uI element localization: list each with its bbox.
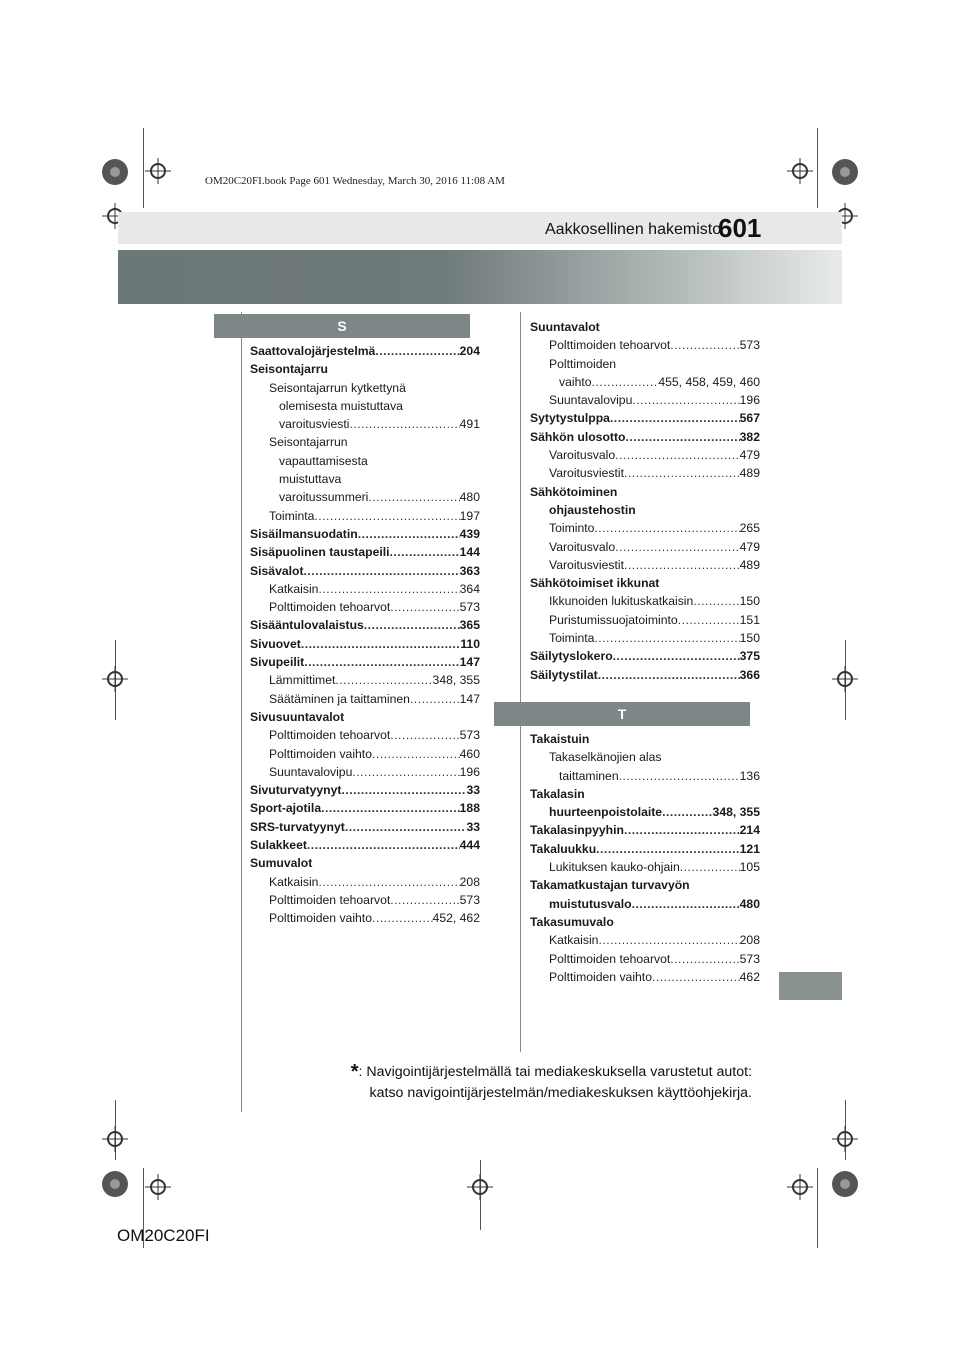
entry-term: Toiminta [549,631,595,646]
index-entry [250,891,480,909]
entry-term: Polttimoiden tehoarvot [549,951,671,966]
entry-term: Sytytystulppa [530,411,610,426]
index-entry [530,318,760,336]
entry-term: Lämmittimet [269,673,336,688]
entry-page: 110 [460,636,480,651]
dot-leader [390,726,459,744]
index-entry [530,556,760,574]
entry-term: Polttimoiden vaihto [269,911,372,926]
entry-page: 455, 458, 459, 460 [658,374,760,389]
entry-page: 208 [739,933,760,948]
entry-term: muistuttava [279,472,342,487]
right-column [494,318,760,986]
index-list [530,318,760,684]
index-entry [530,464,760,482]
entry-page: 480 [739,896,760,911]
entry-page: 375 [739,649,760,664]
registration-wheel-icon [101,158,129,186]
page-number: 601 [718,213,762,243]
dot-leader [304,653,459,671]
crosshair-icon [787,1174,813,1200]
entry-term: Polttimoiden [549,356,617,371]
entry-page: 567 [739,411,760,426]
entry-page: 147 [459,655,480,670]
entry-page: 105 [739,860,760,875]
index-entry [530,373,760,391]
entry-term: Varoitusviestit [549,466,624,481]
entry-page: 439 [459,526,480,541]
index-entry [250,525,480,543]
dot-leader [375,342,459,360]
dot-leader [615,538,739,556]
footnote-line: katso navigointijärjestelmän/mediakeskuksen käyttöohjekirja. [369,1085,752,1101]
entry-page: 121 [739,841,760,856]
index-entry [530,428,760,446]
entry-page: 365 [459,618,480,633]
entry-term: varoitussummeri [279,490,369,505]
dot-leader [632,391,739,409]
registration-wheel-icon [831,158,859,186]
crosshair-icon [832,1126,858,1152]
index-entry [250,580,480,598]
entry-page: 479 [739,539,760,554]
index-entry [250,488,480,506]
entry-term: Sumuvalot [250,856,313,871]
entry-page: 462 [739,969,760,984]
entry-page: 573 [739,338,760,353]
entry-page: 382 [739,429,760,444]
index-entry [530,501,760,519]
crosshair-icon [145,158,171,184]
entry-term: Takaistuin [530,731,590,746]
index-entry [250,342,480,360]
index-list [530,730,760,986]
section-heading-s: S [214,314,470,338]
dot-leader [301,635,461,653]
section-title: Aakkosellinen hakemisto [545,221,722,238]
index-entry [250,799,480,817]
entry-page: 348, 355 [712,805,760,820]
index-entry [530,574,760,592]
entry-term: Polttimoiden vaihto [549,969,652,984]
index-entry [250,616,480,634]
dot-leader [680,858,740,876]
entry-page: 196 [459,764,480,779]
entry-term: Suuntavalovipu [269,764,353,779]
index-entry [530,629,760,647]
dot-leader [307,836,460,854]
entry-page: 151 [739,612,760,627]
index-entry [250,470,480,488]
dot-leader [624,556,740,574]
side-tab [779,972,842,1000]
entry-term: Seisontajarru [250,362,328,377]
entry-term: Sähkön ulosotto [530,429,626,444]
index-entry [530,336,760,354]
book-stamp: OM20C20FI.book Page 601 Wednesday, March 30, 2016 11:08 AM [205,175,505,187]
index-entry [250,360,480,378]
dot-leader [624,464,740,482]
entry-page: 147 [459,691,480,706]
index-entry [530,858,760,876]
dot-leader [625,428,739,446]
dot-leader [368,488,459,506]
entry-term: Takalasin [530,786,585,801]
entry-page: 150 [739,631,760,646]
header-band [118,250,842,304]
crosshair-icon [102,666,128,692]
index-entry [530,821,760,839]
crosshair-icon [467,1174,493,1200]
entry-page: 363 [459,563,480,578]
index-entry [530,803,760,821]
dot-leader [592,373,659,391]
entry-term: vapauttamisesta [279,453,368,468]
entry-page: 348, 355 [432,673,480,688]
entry-term: Ikkunoiden lukituskatkaisin [549,594,694,609]
dot-leader [624,821,740,839]
dot-leader [352,763,459,781]
footnote-line: : Navigointijärjestelmällä tai mediakeskuksella varustetut autot: [358,1064,752,1080]
index-entry [250,781,480,799]
index-entry [250,635,480,653]
entry-page: 452, 462 [432,911,480,926]
index-entry [250,690,480,708]
dot-leader [349,415,459,433]
registration-wheel-icon [831,1170,859,1198]
entry-term: Seisontajarrun kytkettynä [269,380,406,395]
dot-leader [693,592,739,610]
dot-leader [314,507,459,525]
section-heading-t: T [494,702,750,726]
index-entry [530,950,760,968]
index-entry [530,446,760,464]
crop-line [143,128,144,208]
entry-page: 136 [739,768,760,783]
dot-leader [390,598,459,616]
dot-leader [364,616,460,634]
entry-term: Sisäpuolinen taustapeili [250,545,390,560]
crosshair-icon [787,158,813,184]
index-entry [250,854,480,872]
crosshair-icon [832,666,858,692]
entry-page: 460 [459,746,480,761]
entry-term: Polttimoiden tehoarvot [269,892,391,907]
entry-term: Suuntavalot [530,320,600,334]
index-entry [530,748,760,766]
entry-page: 573 [459,600,480,615]
entry-term: Polttimoiden vaihto [269,746,372,761]
entry-term: ohjaustehostin [549,502,636,517]
index-entry [250,397,480,415]
index-entry [250,708,480,726]
entry-term: varoitusviesti [279,417,350,432]
entry-term: Varoitusvalo [549,448,616,463]
entry-term: Säilytystilat [530,667,598,682]
entry-term: Takalasinpyyhin [530,823,624,838]
entry-page: 188 [459,801,480,816]
index-entry [250,433,480,451]
entry-page: 479 [739,448,760,463]
index-entry [530,611,760,629]
index-entry [250,671,480,689]
index-entry [250,836,480,854]
entry-page: 150 [739,594,760,609]
index-list [250,342,480,928]
entry-page: 573 [739,951,760,966]
index-entry [250,763,480,781]
entry-term: vaihto [559,374,592,389]
index-entry [250,909,480,927]
entry-term: Sivuturvatyynyt [250,783,342,798]
dot-leader [594,519,739,537]
entry-term: Katkaisin [269,874,319,889]
entry-term: SRS-turvatyynyt [250,819,345,834]
entry-term: Puristumissuojatoiminto [549,612,678,627]
index-entry [250,726,480,744]
entry-term: Lukituksen kauko-ohjain [549,860,680,875]
entry-page: 491 [459,417,480,432]
entry-page: 204 [459,344,480,358]
index-entry [530,785,760,803]
entry-page: 197 [459,508,480,523]
entry-page: 208 [459,874,480,889]
dot-leader [318,873,459,891]
dot-leader [670,950,739,968]
entry-term: Sähkötoimiset ikkunat [530,576,660,591]
entry-term: Sivuovet [250,636,301,651]
index-entry [530,840,760,858]
entry-term: Toiminta [269,508,315,523]
index-entry [530,409,760,427]
entry-term: Polttimoiden tehoarvot [269,728,391,743]
dot-leader [304,562,460,580]
entry-page: 366 [739,667,760,682]
entry-term: huurteenpoistolaite [549,805,663,820]
index-entry [250,598,480,616]
entry-term: Takaluukku [530,841,597,856]
dot-leader [678,611,740,629]
crosshair-icon [102,1126,128,1152]
dot-leader [598,666,740,684]
index-entry [530,730,760,748]
index-entry [530,876,760,894]
entry-page: 364 [459,581,480,596]
entry-term: Sivupeilit [250,655,305,670]
entry-term: Sport-ajotila [250,801,322,816]
dot-leader [652,968,740,986]
dot-leader [341,781,466,799]
entry-term: Toiminto [549,521,595,536]
index-entry [530,592,760,610]
index-entry [530,391,760,409]
index-entry [250,653,480,671]
entry-page: 196 [739,393,760,408]
entry-term: Sisäilmansuodatin [250,526,358,541]
entry-term: Takasumuvalo [530,914,614,929]
entry-page: 444 [459,838,480,853]
dot-leader [610,409,740,427]
footnote-star: * [350,1061,359,1083]
entry-page: 480 [459,490,480,505]
entry-term: Sisääntulovalaistus [250,618,364,633]
dot-leader [594,629,739,647]
entry-term: Suuntavalovipu [549,393,633,408]
index-entry [530,913,760,931]
entry-term: Sähkötoiminen [530,484,618,499]
entry-page: 214 [739,823,760,838]
dot-leader [670,336,739,354]
dot-leader [596,840,740,858]
crosshair-icon [145,1174,171,1200]
index-entry [250,562,480,580]
index-entry [530,666,760,684]
index-entry [530,647,760,665]
entry-page: 144 [459,545,480,560]
dot-leader [662,803,712,821]
entry-page: 489 [739,466,760,481]
entry-term: Varoitusviestit [549,557,624,572]
entry-term: Takaselkänojien alas [549,750,662,765]
dot-leader [358,525,460,543]
entry-page: 573 [459,892,480,907]
entry-term: Saattovalojärjestelmä [250,344,376,358]
entry-term: Katkaisin [269,581,319,596]
dot-leader [613,647,740,665]
dot-leader [335,671,432,689]
index-entry [530,355,760,373]
entry-term: Sisävalot [250,563,304,578]
index-entry [250,415,480,433]
index-entry [250,452,480,470]
crop-line [817,128,818,208]
dot-leader [619,767,740,785]
entry-term: Katkaisin [549,933,599,948]
dot-leader [632,895,740,913]
dot-leader [410,690,460,708]
index-entry [250,818,480,836]
entry-term: taittaminen [559,768,619,783]
index-entry [250,745,480,763]
entry-term: Varoitusvalo [549,539,616,554]
entry-term: Takamatkustajan turvavyön [530,878,690,893]
index-entry [250,543,480,561]
footnote [300,1062,752,1104]
crop-line [817,1168,818,1248]
dot-leader [390,891,459,909]
entry-page: 573 [459,728,480,743]
index-entry [530,767,760,785]
index-entry [530,968,760,986]
document-code: OM20C20FI [117,1226,210,1245]
index-entry [530,519,760,537]
entry-term: Säätäminen ja taittaminen [269,691,410,706]
dot-leader [615,446,739,464]
entry-term: Sulakkeet [250,838,307,853]
dot-leader [321,799,460,817]
entry-term: olemisesta muistuttava [279,398,403,413]
dot-leader [372,909,433,927]
entry-term: muistutusvalo [549,896,632,911]
entry-term: Sivusuuntavalot [250,709,345,724]
entry-page: 33 [466,783,480,798]
entry-term: Polttimoiden tehoarvot [269,600,391,615]
entry-page: 265 [739,521,760,536]
index-entry [250,507,480,525]
index-entry [530,895,760,913]
entry-page: 33 [466,819,480,834]
dot-leader [390,543,460,561]
registration-wheel-icon [101,1170,129,1198]
index-entry [530,538,760,556]
entry-page: 489 [739,557,760,572]
index-entry [250,379,480,397]
entry-term: Polttimoiden tehoarvot [549,338,671,353]
dot-leader [598,931,739,949]
index-entry [530,931,760,949]
dot-leader [318,580,459,598]
index-entry [250,873,480,891]
left-column [214,314,480,928]
entry-term: Säilytyslokero [530,649,613,664]
dot-leader [372,745,460,763]
dot-leader [345,818,467,836]
entry-term: Seisontajarrun [269,435,348,450]
index-entry [530,483,760,501]
